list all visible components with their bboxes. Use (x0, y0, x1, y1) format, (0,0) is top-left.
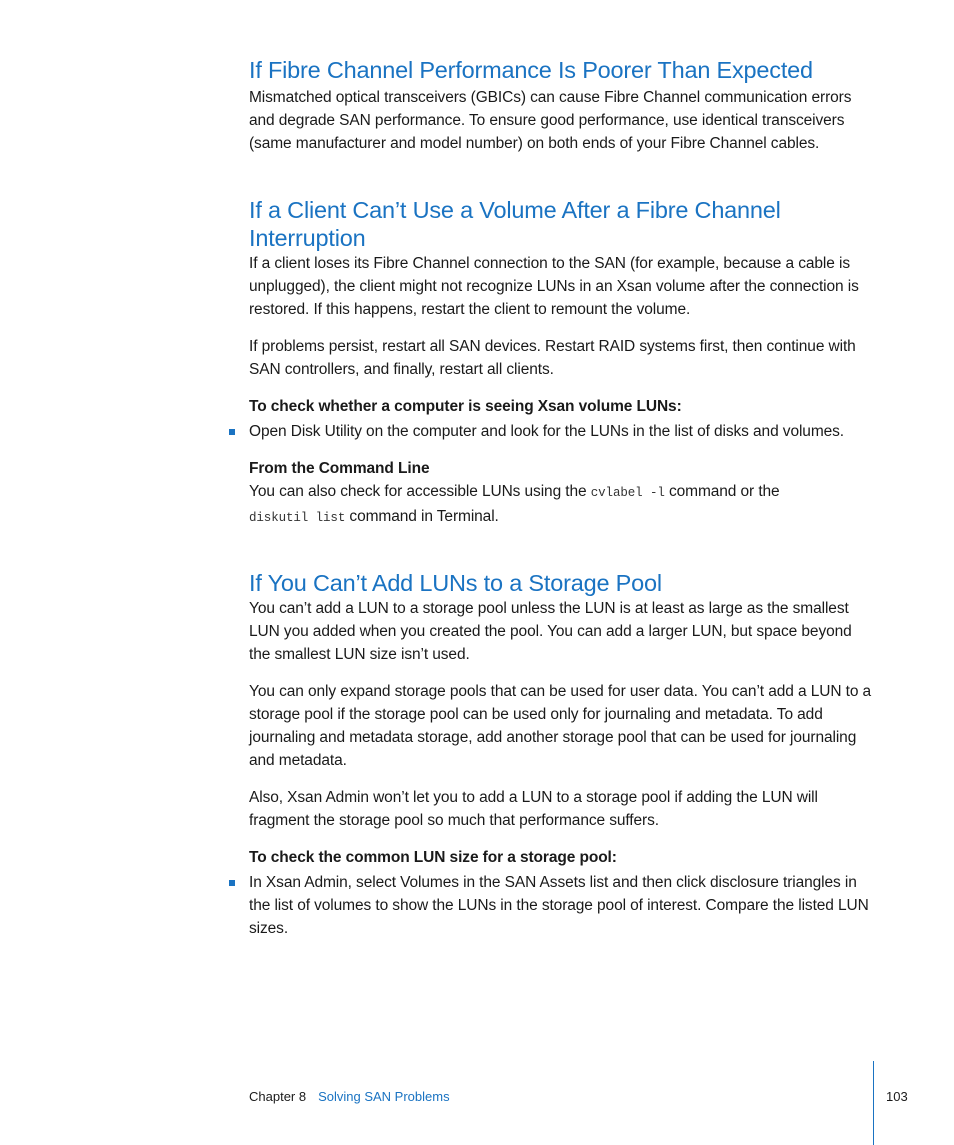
footer-divider (873, 1061, 874, 1145)
paragraph: Also, Xsan Admin won’t let you to add a LUN to a storage pool if adding the LUN will fragment the storage pool so much that performance suffers. (249, 789, 818, 829)
paragraph-command-line (249, 480, 874, 530)
page-number: 103 (886, 1089, 908, 1104)
subsection-title: From the Command Line (249, 460, 430, 477)
code-diskutil: diskutil list (249, 511, 346, 525)
paragraph: If a client loses its Fibre Channel connection to the SAN (for example, because a cable is unplugged), the client might not recognize LUNs in an Xsan volume after the connection is restored. If this happens, restart the client to remount the volume. (249, 255, 859, 318)
section-heading-fibre-performance: If Fibre Channel Performance Is Poorer Than Expected (249, 57, 813, 83)
bullet-square-icon (229, 880, 235, 886)
text-run: command in Terminal. (345, 508, 499, 525)
heading-line: If a Client Can’t Use a Volume After a Fibre Channel (249, 197, 781, 223)
heading-line: Interruption (249, 225, 366, 251)
procedure-title: To check whether a computer is seeing Xsan volume LUNs: (249, 398, 682, 415)
procedure-title: To check the common LUN size for a storage pool: (249, 849, 617, 866)
bullet-text: Open Disk Utility on the computer and look for the LUNs in the list of disks and volumes. (249, 423, 845, 440)
footer-chapter: Chapter 8 (249, 1089, 307, 1104)
text-run: command or the (664, 483, 780, 500)
section-heading-add-luns: If You Can’t Add LUNs to a Storage Pool (249, 570, 662, 596)
paragraph: Mismatched optical transceivers (GBICs) can cause Fibre Channel communication errors and degrade SAN performance. To ensure good performance, use identical transceivers (same manufacturer and model number) on both ends of your Fibre Channel cables. (249, 89, 852, 152)
bullet-text: In Xsan Admin, select Volumes in the SAN Assets list and then click disclosure triangles in the list of volumes to show the LUNs in the storage pool of interest. Compare the listed LUN sizes. (249, 874, 869, 937)
bullet-item (249, 871, 874, 940)
paragraph: You can only expand storage pools that can be used for user data. You can’t add a LUN to a storage pool if the storage pool can be used only for journaling and metadata. To add journaling and metadata storage, add another storage pool that can be used for journaling and metadata. (249, 683, 872, 769)
paragraph: You can’t add a LUN to a storage pool unless the LUN is at least as large as the smallest LUN you added when you created the pool. You can add a larger LUN, but space beyond the smallest LUN size isn’t used. (249, 600, 852, 663)
footer-chapter-title: Solving SAN Problems (318, 1089, 450, 1104)
text-run: You can also check for accessible LUNs using the (249, 483, 591, 500)
page-footer (249, 1088, 450, 1106)
page-content (249, 56, 874, 940)
bullet-square-icon (229, 429, 235, 435)
code-cvlabel: cvlabel -l (590, 486, 665, 500)
section-heading-client-volume (249, 196, 874, 252)
paragraph: If problems persist, restart all SAN devices. Restart RAID systems first, then continue with SAN controllers, and finally, restart all clients. (249, 338, 856, 378)
bullet-item (249, 420, 874, 443)
